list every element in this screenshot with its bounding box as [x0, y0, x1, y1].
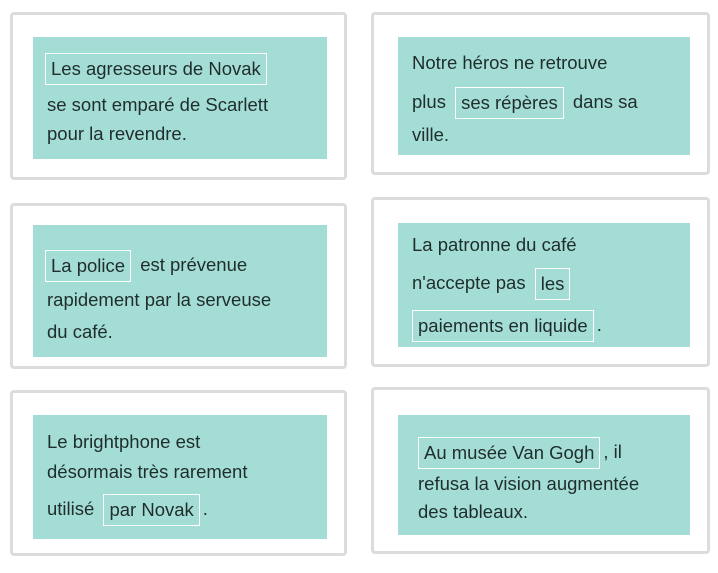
answer-chip[interactable]: paiements en liquide	[412, 310, 594, 342]
sentence-card-agresseurs	[10, 12, 347, 180]
answer-chip[interactable]: par Novak	[103, 494, 199, 526]
sentence-card-musee	[371, 387, 710, 554]
sentence-text: .	[202, 497, 208, 519]
sentence-card-police	[10, 203, 347, 369]
sentence-text: du café.	[47, 321, 113, 342]
sentence-panel	[398, 415, 690, 535]
sentence-text: ville.	[412, 124, 450, 145]
sentence-panel	[33, 415, 327, 539]
sentence-card-heros	[371, 12, 710, 175]
sentence-panel	[33, 37, 327, 159]
sentence-text: utilisé	[47, 497, 95, 519]
sentence-text: des tableaux.	[418, 501, 529, 522]
sentence-text: , il	[603, 440, 622, 462]
answer-chip[interactable]: les	[535, 268, 571, 300]
sentence-card-brightphone	[10, 390, 347, 556]
answer-chip[interactable]: Au musée Van Gogh	[418, 437, 600, 469]
sentence-panel	[398, 37, 690, 155]
sentence-text: refusa la vision augmentée	[418, 473, 640, 494]
sentence-text: pour la revendre.	[47, 123, 187, 144]
sentence-panel	[33, 225, 327, 357]
sentence-text: .	[596, 313, 602, 335]
sentence-text: Notre héros ne retrouve	[412, 52, 608, 73]
answer-chip[interactable]: La police	[45, 250, 131, 282]
sentence-text: Le brightphone est	[47, 431, 201, 452]
sentence-text: rapidement par la serveuse	[47, 289, 272, 310]
sentence-text: dans sa	[572, 90, 638, 112]
sentence-text: est prévenue	[140, 253, 248, 275]
sentence-card-patronne	[371, 197, 710, 367]
sentence-text: n'accepte pas	[412, 271, 526, 293]
answer-chip[interactable]: ses répères	[455, 87, 564, 119]
sentence-text: se sont emparé de Scarlett	[47, 94, 269, 115]
sentence-panel	[398, 223, 690, 347]
answer-chip[interactable]: Les agresseurs de Novak	[45, 53, 267, 85]
sentence-text: La patronne du café	[412, 234, 577, 255]
sentence-text: plus	[412, 90, 446, 112]
sentence-text: désormais très rarement	[47, 461, 248, 482]
